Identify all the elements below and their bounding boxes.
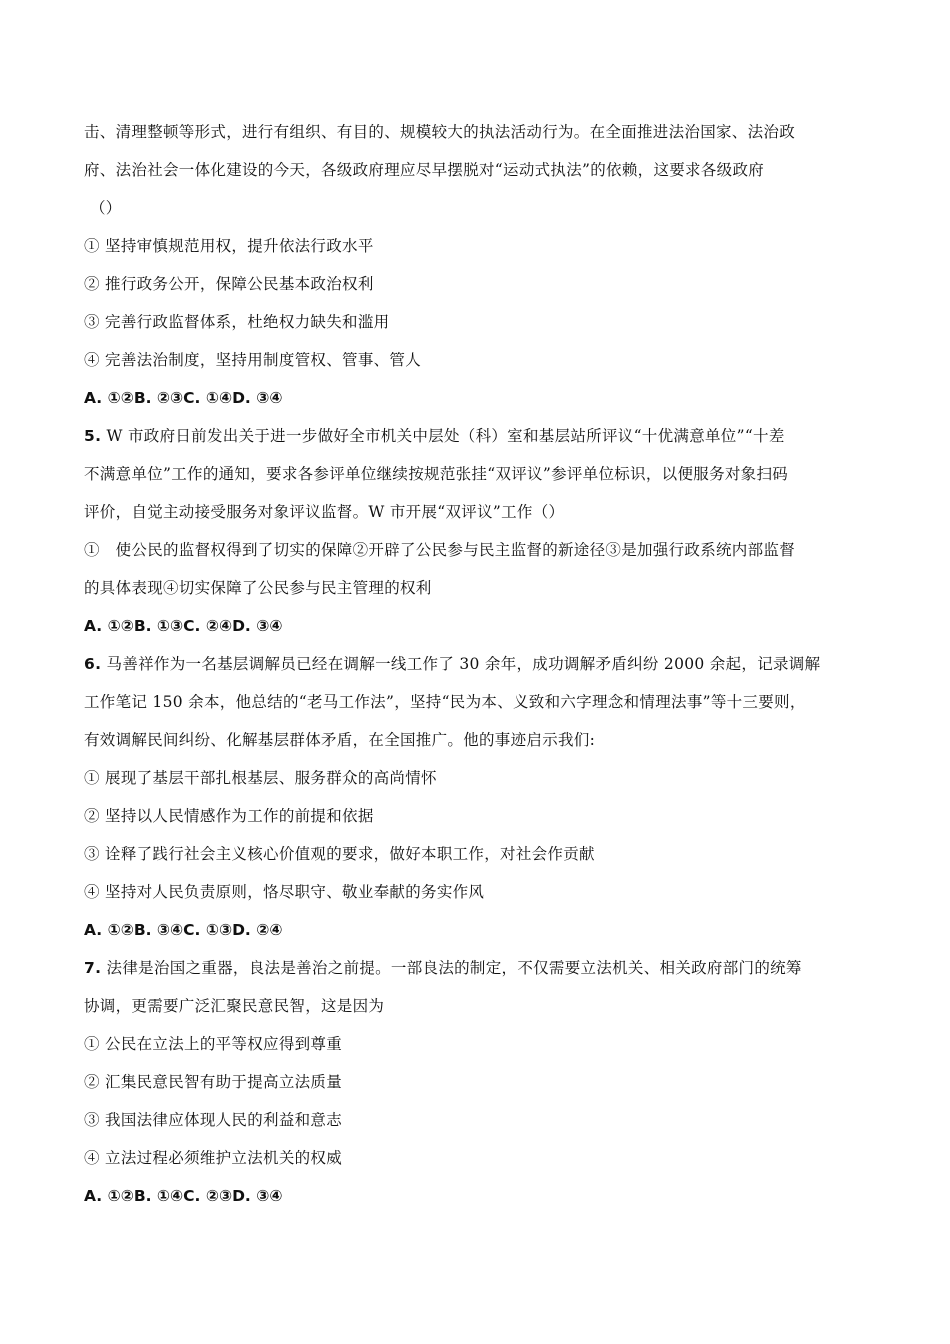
question-6-line-1 bbox=[84, 654, 820, 674]
question-4-option-3: ③ 完善行政监督体系，杜绝权力缺失和滥用 bbox=[84, 313, 390, 331]
question-4-text-line: 府、法治社会一体化建设的今天，各级政府理应尽早摆脱对“运动式执法”的依赖，这要求各级政府 bbox=[84, 161, 765, 179]
question-4-option-2: ② 推行政务公开，保障公民基本政治权利 bbox=[84, 275, 374, 293]
question-5-answer-choices: A. ①②B. ①③C. ②④D. ③④ bbox=[84, 617, 283, 635]
question-4-option-1: ① 坚持审慎规范用权，提升依法行政水平 bbox=[84, 237, 374, 255]
question-6-option-1: ① 展现了基层干部扎根基层、服务群众的高尚情怀 bbox=[84, 769, 437, 787]
question-7-option-3: ③ 我国法律应体现人民的利益和意志 bbox=[84, 1111, 343, 1129]
question-7-option-4: ④ 立法过程必须维护立法机关的权威 bbox=[84, 1149, 343, 1167]
question-7-answer-choices: A. ①②B. ①④C. ②③D. ③④ bbox=[84, 1187, 283, 1205]
question-5-number: 5. bbox=[84, 427, 102, 445]
question-5-options-line: ① 使公民的监督权得到了切实的保障②开辟了公民参与民主监督的新途径③是加强行政系统内部监督 bbox=[84, 541, 796, 559]
question-7-line-1 bbox=[84, 958, 802, 978]
question-4-blank: （） bbox=[90, 199, 122, 217]
question-4-answer-choices: A. ①②B. ②③C. ①④D. ③④ bbox=[84, 389, 283, 407]
question-6-text-line: 工作笔记 150 余本，他总结的“老马工作法”，坚持“民为本、义致和六字理念和情理法事”等十三要则， bbox=[84, 693, 806, 711]
question-5-text: W 市政府日前发出关于进一步做好全市机关中层处（科）室和基层站所评议“十优满意单位”“十差 bbox=[106, 427, 785, 445]
question-7-option-2: ② 汇集民意民智有助于提高立法质量 bbox=[84, 1073, 343, 1091]
question-6-option-4: ④ 坚持对人民负责原则，恪尽职守、敬业奉献的务实作风 bbox=[84, 883, 485, 901]
question-7-number: 7. bbox=[84, 959, 102, 977]
question-6-text: 马善祥作为一名基层调解员已经在调解一线工作了 30 余年，成功调解矛盾纠纷 2000 余起，记录调解 bbox=[106, 655, 821, 673]
question-7-text-line: 协调，更需要广泛汇聚民意民智，这是因为 bbox=[84, 997, 385, 1015]
question-6-number: 6. bbox=[84, 655, 102, 673]
question-4-text-line: 击、清理整顿等形式，进行有组织、有目的、规模较大的执法活动行为。在全面推进法治国家、法治政 bbox=[84, 123, 796, 141]
question-6-option-3: ③ 诠释了践行社会主义核心价值观的要求，做好本职工作，对社会作贡献 bbox=[84, 845, 595, 863]
question-5-text-line: 不满意单位”工作的通知，要求各参评单位继续按规范张挂“双评议”参评单位标识，以便服务对象扫码 bbox=[84, 465, 789, 483]
question-6-answer-choices: A. ①②B. ③④C. ①③D. ②④ bbox=[84, 921, 283, 939]
question-5-options-line: 的具体表现④切实保障了公民参与民主管理的权利 bbox=[84, 579, 432, 597]
question-5-line-1 bbox=[84, 426, 785, 446]
question-5-text-line: 评价，自觉主动接受服务对象评议监督。W 市开展“双评议”工作（） bbox=[84, 503, 565, 521]
question-7-text: 法律是治国之重器，良法是善治之前提。一部良法的制定，不仅需要立法机关、相关政府部门的统筹 bbox=[106, 959, 802, 977]
question-6-text-line: 有效调解民间纠纷、化解基层群体矛盾，在全国推广。他的事迹启示我们: bbox=[84, 731, 596, 749]
question-4-option-4: ④ 完善法治制度，坚持用制度管权、管事、管人 bbox=[84, 351, 422, 369]
question-6-option-2: ② 坚持以人民情感作为工作的前提和依据 bbox=[84, 807, 374, 825]
question-7-option-1: ① 公民在立法上的平等权应得到尊重 bbox=[84, 1035, 343, 1053]
